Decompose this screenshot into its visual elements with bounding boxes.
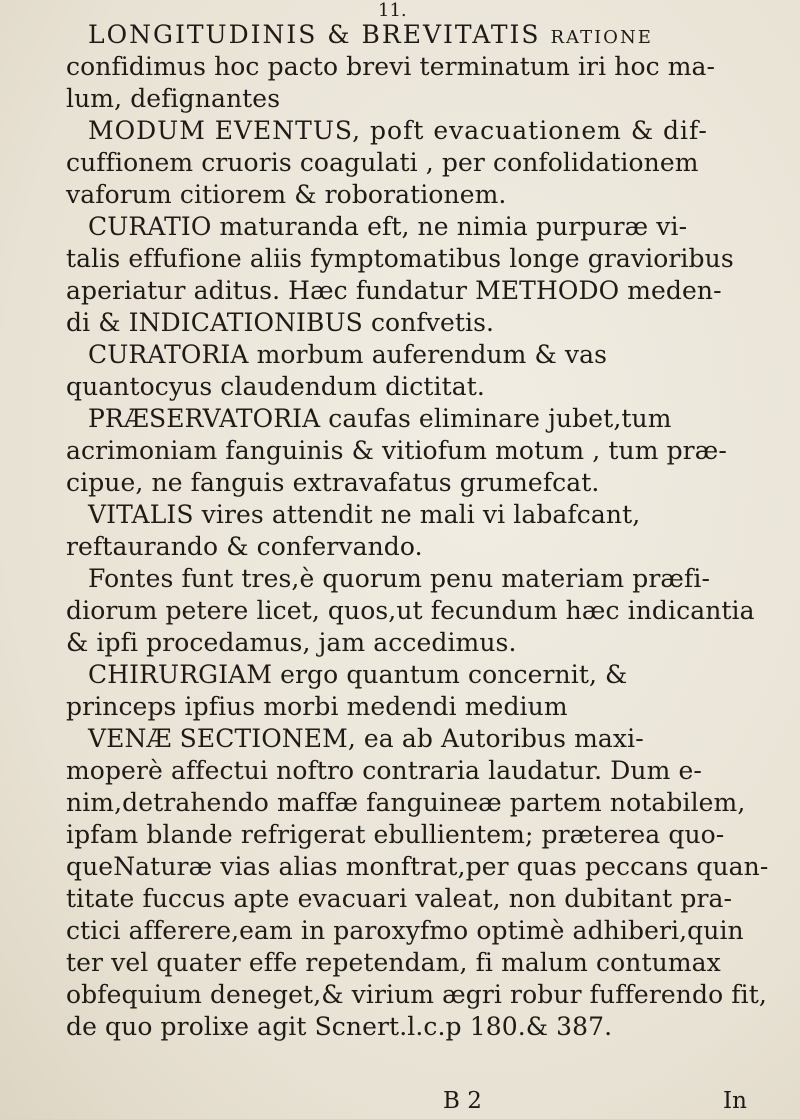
text-line: nim,detrahendo maffæ fanguineæ partem notabilem,	[66, 788, 746, 817]
text-line: de quo prolixe agit Scnert.l.c.p 180.& 387.	[66, 1012, 613, 1041]
catchword: In	[723, 1088, 747, 1114]
text-line: & ipfi procedamus, jam accedimus.	[66, 628, 517, 657]
text-line: acrimoniam fanguinis & vitiofum motum , tum præ-	[66, 436, 727, 465]
text-line: MODUM EVENTUS, poft evacuationem & dif-	[88, 116, 708, 145]
text-line: LONGITUDINIS & BREVITATIS ratione	[88, 20, 653, 49]
text-line: ter vel quater effe repetendam, fi malum contumax	[66, 948, 721, 977]
text-line: VITALIS vires attendit ne mali vi labafcant,	[88, 500, 641, 529]
text-line: CURATIO maturanda eft, ne nimia purpuræ vi-	[88, 212, 688, 241]
text-line: confidimus hoc pacto brevi terminatum iri hoc ma-	[66, 52, 716, 81]
text-line: cipue, ne fanguis extravafatus grumefcat.	[66, 468, 600, 497]
text-line: obfequium deneget,& virium ægri robur fufferendo fit,	[66, 980, 767, 1009]
text-line: CHIRURGIAM ergo quantum concernit, &	[88, 660, 628, 689]
text-line: titate fuccus apte evacuari valeat, non dubitant pra-	[66, 884, 733, 913]
text-line: ctici afferere,eam in paroxyfmo optimè adhiberi,quin	[66, 916, 744, 945]
text-line: di & INDICATIONIBUS confvetis.	[66, 308, 495, 337]
text-line: ipfam blande refrigerat ebullientem; præterea quo-	[66, 820, 725, 849]
text-line: reftaurando & confervando.	[66, 532, 423, 561]
text-line: aperiatur aditus. Hæc fundatur METHODO meden-	[66, 276, 722, 305]
text-line: queNaturæ vias alias monftrat,per quas peccans quan-	[66, 852, 769, 881]
text-line: princeps ipfius morbi medendi medium	[66, 692, 568, 721]
text-line: VENÆ SECTIONEM, ea ab Autoribus maxi-	[88, 724, 644, 753]
text-line: talis effufione aliis fymptomatibus longe gravioribus	[66, 244, 734, 273]
text-line: lum, defignantes	[66, 84, 281, 113]
signature-mark: B 2	[443, 1088, 482, 1114]
text-line: moperè affectui noftro contraria laudatur. Dum e-	[66, 756, 702, 785]
text-line: vaforum citiorem & roborationem.	[66, 180, 507, 209]
text-line: cuffionem cruoris coagulati , per confolidationem	[66, 148, 699, 177]
text-line: PRÆSERVATORIA caufas eliminare jubet,tum	[88, 404, 672, 433]
text-line: Fontes funt tres,è quorum penu materiam præfi-	[88, 564, 711, 593]
text-line: quantocyus claudendum dictitat.	[66, 372, 485, 401]
text-line: CURATORIA morbum auferendum & vas	[88, 340, 608, 369]
text-line: diorum petere licet, quos,ut fecundum hæc indicantia	[66, 596, 755, 625]
folio-number: 11.	[378, 0, 407, 21]
